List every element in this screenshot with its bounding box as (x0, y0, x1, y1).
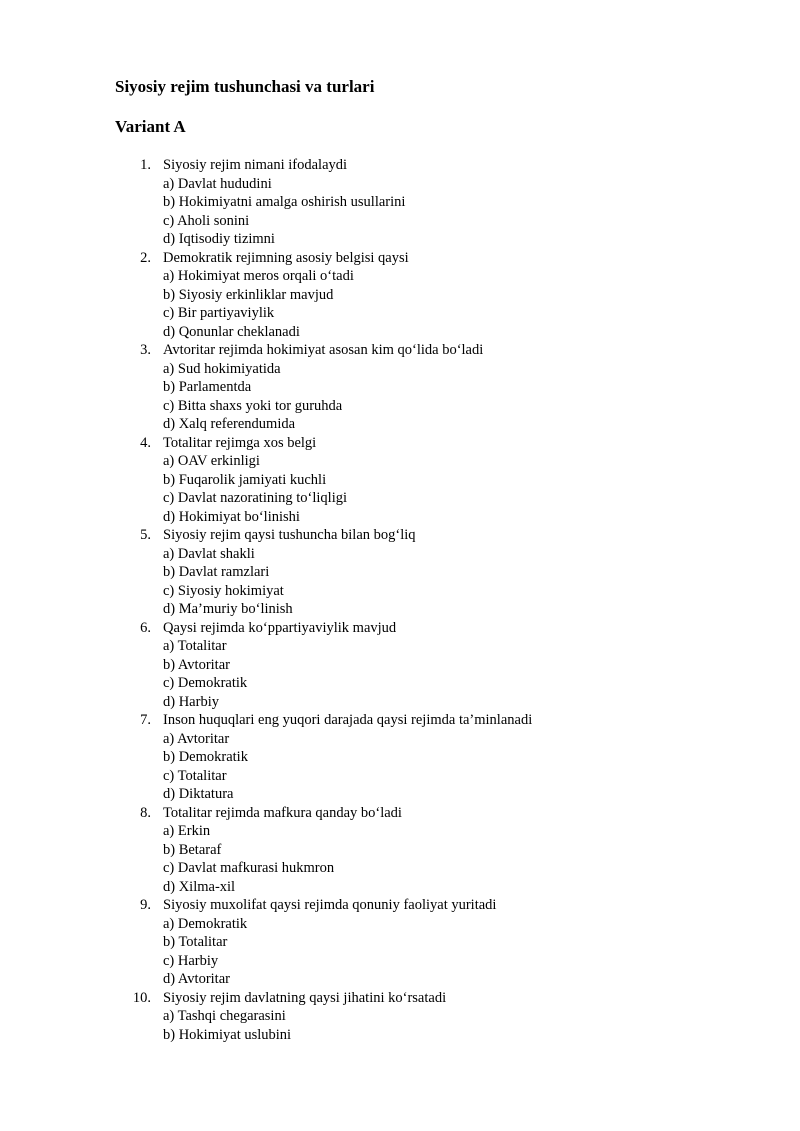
answer-option: d) Diktatura (163, 786, 234, 802)
answer-option: b) Parlamentda (163, 379, 252, 395)
question-line (0, 711, 800, 730)
question-text: Qaysi rejimda ko‘ppartiyaviylik mavjud (163, 619, 397, 636)
question-item (0, 711, 800, 804)
answer-option: a) Hokimiyat meros orqali o‘tadi (163, 268, 354, 284)
answer-option: a) OAV erkinligi (163, 453, 260, 469)
answer-option: b) Hokimiyat uslubini (163, 1026, 292, 1043)
question-text: Totalitar rejimda mafkura qanday bo‘ladi (163, 804, 402, 821)
answer-option: d) Iqtisodiy tizimni (163, 231, 275, 247)
question-line (0, 434, 800, 453)
answer-option: a) Erkin (163, 823, 211, 839)
answer-option: c) Demokratik (163, 675, 248, 691)
answer-option: d) Qonunlar cheklanadi (163, 323, 300, 340)
answer-option: b) Hokimiyatni amalga oshirish usullarini (163, 194, 406, 210)
answer-option: c) Totalitar (163, 767, 227, 784)
question-number: 5. (140, 527, 151, 543)
answer-option: b) Davlat ramzlari (163, 564, 270, 580)
answer-option: b) Siyosiy erkinliklar mavjud (163, 286, 334, 303)
question-line (0, 249, 800, 268)
question-number: 2. (140, 249, 151, 266)
answer-option: c) Aholi sonini (163, 212, 250, 229)
question-item (0, 804, 800, 897)
document-title: Siyosiy rejim tushunchasi va turlari (115, 77, 375, 96)
question-number: 8. (140, 804, 151, 821)
question-line (0, 526, 800, 545)
answer-option: a) Davlat shakli (163, 545, 255, 562)
question-item (0, 619, 800, 712)
answer-option: a) Sud hokimiyatida (163, 360, 281, 377)
question-item (0, 156, 800, 249)
answer-option: a) Demokratik (163, 915, 248, 932)
question-line (0, 619, 800, 638)
answer-option: b) Totalitar (163, 934, 228, 950)
answer-option: b) Betaraf (163, 841, 222, 858)
answer-option: b) Avtoritar (163, 656, 230, 673)
answer-option: c) Davlat nazoratining to‘liqligi (163, 490, 348, 506)
question-text: Inson huquqlari eng yuqori darajada qaysi rejimda ta’minlanadi (163, 712, 533, 728)
answer-option: d) Harbiy (163, 693, 219, 710)
question-text: Demokratik rejimning asosiy belgisi qaysi (163, 249, 409, 266)
answer-option: b) Fuqarolik jamiyati kuchli (163, 471, 327, 488)
question-number: 6. (140, 619, 151, 636)
question-text: Siyosiy muxolifat qaysi rejimda qonuniy faoliyat yuritadi (163, 897, 497, 913)
question-item (0, 341, 800, 434)
answer-option: a) Tashqi chegarasini (163, 1008, 286, 1024)
question-number: 9. (140, 897, 151, 913)
question-text: Siyosiy rejim davlatning qaysi jihatini ko‘rsatadi (163, 989, 447, 1006)
variant-heading: Variant A (115, 117, 186, 136)
answer-option: d) Hokimiyat bo‘linishi (163, 508, 300, 525)
question-item (0, 526, 800, 619)
question-item (0, 896, 800, 989)
question-list (0, 156, 800, 1044)
question-item (0, 249, 800, 342)
answer-option: d) Ma’muriy bo‘linish (163, 601, 293, 617)
question-text: Avtoritar rejimda hokimiyat asosan kim qo‘lida bo‘ladi (163, 342, 484, 358)
question-number: 1. (140, 157, 151, 173)
question-line (0, 341, 800, 360)
answer-option: d) Avtoritar (163, 971, 230, 987)
question-text: Siyosiy rejim qaysi tushuncha bilan bog‘liq (163, 527, 416, 543)
answer-option: c) Bitta shaxs yoki tor guruhda (163, 397, 343, 414)
answer-option: a) Totalitar (163, 638, 227, 654)
question-item (0, 989, 800, 1045)
answer-option: c) Bir partiyaviylik (163, 305, 275, 321)
answer-option: d) Xilma-xil (163, 878, 236, 895)
answer-option: b) Demokratik (163, 749, 248, 765)
question-line (0, 896, 800, 915)
question-text: Siyosiy rejim nimani ifodalaydi (163, 157, 348, 173)
question-text: Totalitar rejimga xos belgi (163, 434, 317, 451)
question-line (0, 804, 800, 823)
question-number: 3. (140, 342, 151, 358)
answer-option: c) Siyosiy hokimiyat (163, 582, 284, 599)
question-line (0, 989, 800, 1008)
question-number: 7. (140, 712, 151, 728)
answer-option: c) Harbiy (163, 952, 219, 969)
question-item (0, 434, 800, 527)
answer-option: d) Xalq referendumida (163, 416, 296, 432)
question-line (0, 156, 800, 175)
answer-option: a) Davlat hududini (163, 175, 272, 192)
answer-option: a) Avtoritar (163, 730, 230, 747)
question-number: 10. (132, 989, 151, 1006)
answer-option: c) Davlat mafkurasi hukmron (163, 860, 335, 876)
question-number: 4. (140, 434, 151, 451)
